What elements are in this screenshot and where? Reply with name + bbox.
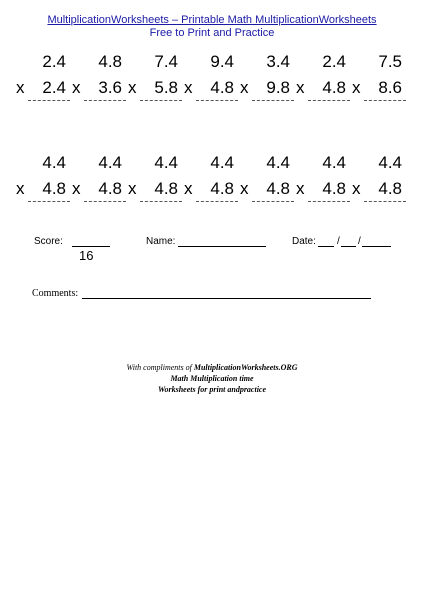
score-blank[interactable] — [72, 246, 110, 247]
answer-line[interactable] — [196, 100, 238, 101]
multiply-sign: x — [184, 179, 193, 198]
comments-label: Comments: — [32, 288, 79, 299]
answer-line[interactable] — [28, 100, 70, 101]
multiplicand: 4.4 — [266, 153, 290, 172]
date-month-blank[interactable] — [318, 246, 334, 247]
multiplicand: 4.8 — [98, 52, 122, 71]
multiplier: 9.8 — [266, 78, 290, 97]
answer-line[interactable] — [140, 201, 182, 202]
multiplier: 2.4 — [42, 78, 66, 97]
score-label: Score: — [34, 236, 63, 247]
multiplier: 4.8 — [154, 179, 178, 198]
multiplicand: 4.4 — [42, 153, 66, 172]
multiplicand: 4.4 — [154, 153, 178, 172]
footer-line-3: Worksheets for print andpractice — [157, 385, 267, 394]
multiplier: 4.8 — [322, 179, 346, 198]
date-separator: / — [337, 236, 340, 247]
answer-line[interactable] — [84, 201, 126, 202]
multiply-sign: x — [352, 78, 361, 97]
date-year-blank[interactable] — [362, 246, 391, 247]
answer-line[interactable] — [252, 100, 294, 101]
answer-line[interactable] — [140, 100, 182, 101]
footer-line-1 — [0, 363, 424, 372]
score-value: 16 — [79, 248, 94, 263]
answer-line[interactable] — [364, 100, 406, 101]
name-label: Name: — [146, 236, 176, 247]
answer-line[interactable] — [308, 201, 350, 202]
multiply-sign: x — [184, 78, 193, 97]
multiplier: 5.8 — [154, 78, 178, 97]
multiply-sign: x — [16, 179, 25, 198]
multiply-sign: x — [128, 179, 137, 198]
multiplicand: 2.4 — [42, 52, 66, 71]
multiplier: 4.8 — [322, 78, 346, 97]
date-label: Date: — [292, 236, 316, 247]
multiplicand: 4.4 — [322, 153, 346, 172]
header-title-link[interactable]: MultiplicationWorksheets – Printable Math MultiplicationWorksheets — [47, 14, 377, 26]
multiplicand: 3.4 — [266, 52, 290, 71]
multiply-sign: x — [128, 78, 137, 97]
answer-line[interactable] — [252, 201, 294, 202]
multiplier: 4.8 — [42, 179, 66, 198]
answer-line[interactable] — [308, 100, 350, 101]
multiplier: 4.8 — [210, 179, 234, 198]
multiply-sign: x — [16, 78, 25, 97]
answer-line[interactable] — [196, 201, 238, 202]
footer-compliments-text: With compliments of — [126, 363, 194, 372]
multiplier: 4.8 — [378, 179, 402, 198]
multiplier: 4.8 — [98, 179, 122, 198]
multiplier: 4.8 — [266, 179, 290, 198]
date-day-blank[interactable] — [341, 246, 356, 247]
multiply-sign: x — [352, 179, 361, 198]
name-blank[interactable] — [178, 246, 266, 247]
multiplicand: 4.4 — [378, 153, 402, 172]
footer-line-2: Math Multiplication time — [170, 374, 254, 383]
multiply-sign: x — [296, 78, 305, 97]
date-separator: / — [358, 236, 361, 247]
multiplicand: 4.4 — [98, 153, 122, 172]
multiply-sign: x — [240, 78, 249, 97]
answer-line[interactable] — [364, 201, 406, 202]
multiplicand: 7.5 — [378, 52, 402, 71]
multiply-sign: x — [240, 179, 249, 198]
answer-line[interactable] — [84, 100, 126, 101]
multiplier: 8.6 — [378, 78, 402, 97]
multiplier: 3.6 — [98, 78, 122, 97]
header-subtitle: Free to Print and Practice — [149, 27, 275, 39]
multiplicand: 7.4 — [154, 52, 178, 71]
multiply-sign: x — [72, 179, 81, 198]
multiply-sign: x — [296, 179, 305, 198]
multiplicand: 2.4 — [322, 52, 346, 71]
multiplicand: 9.4 — [210, 52, 234, 71]
multiplicand: 4.4 — [210, 153, 234, 172]
multiplier: 4.8 — [210, 78, 234, 97]
footer-site-name: MultiplicationWorksheets.ORG — [193, 363, 298, 372]
answer-line[interactable] — [28, 201, 70, 202]
multiply-sign: x — [72, 78, 81, 97]
comments-blank[interactable] — [82, 298, 371, 299]
